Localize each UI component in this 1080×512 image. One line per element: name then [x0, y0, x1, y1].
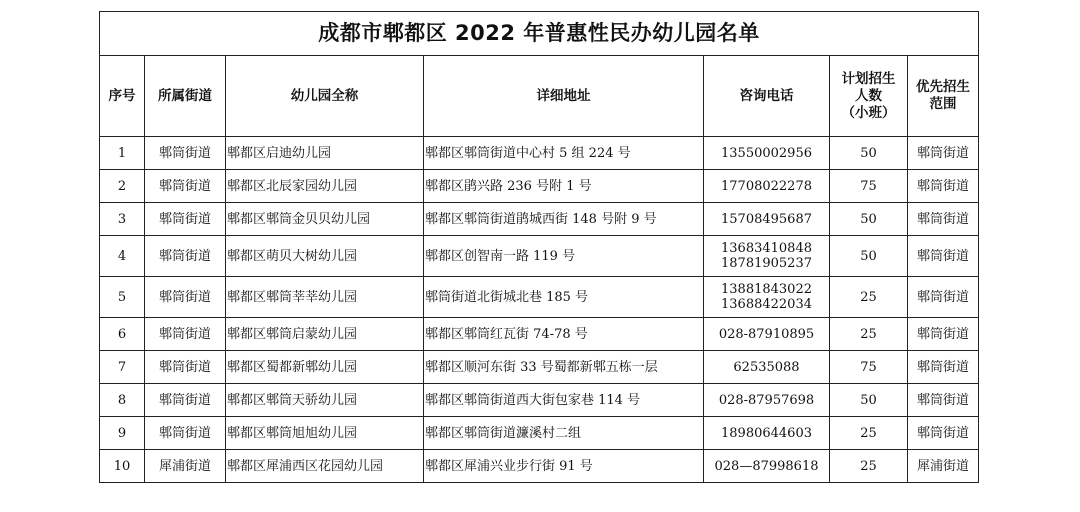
cell-priority: 郫筒街道	[908, 203, 979, 236]
cell-index: 10	[100, 450, 145, 483]
header-address: 详细地址	[424, 56, 704, 137]
cell-priority: 犀浦街道	[908, 450, 979, 483]
cell-name: 郫都区郫筒天骄幼儿园	[226, 384, 424, 417]
header-plan-line: （小班）	[841, 104, 896, 121]
cell-street: 郫筒街道	[145, 417, 226, 450]
cell-name: 郫都区郫筒旭旭幼儿园	[226, 417, 424, 450]
cell-address: 郫都区郫筒街道中心村 5 组 224 号	[424, 137, 704, 170]
cell-name: 郫都区郫筒金贝贝幼儿园	[226, 203, 424, 236]
cell-phone	[704, 351, 830, 384]
cell-plan: 75	[830, 351, 908, 384]
cell-address: 郫都区顺河东街 33 号蜀都新郫五栋一层	[424, 351, 704, 384]
cell-street: 郫筒街道	[145, 236, 226, 277]
phone-number: 18781905237	[721, 256, 812, 271]
table-row	[100, 277, 979, 318]
cell-index: 9	[100, 417, 145, 450]
header-priority-line: 优先招生	[916, 79, 970, 95]
phone-number: 13881843022	[721, 282, 812, 297]
cell-name: 郫都区蜀都新郫幼儿园	[226, 351, 424, 384]
header-name: 幼儿园全称	[226, 56, 424, 137]
table-row	[100, 203, 979, 236]
cell-street: 郫筒街道	[145, 318, 226, 351]
header-priority-line: 范围	[929, 96, 957, 112]
cell-name: 郫都区启迪幼儿园	[226, 137, 424, 170]
cell-priority: 郫筒街道	[908, 351, 979, 384]
cell-plan: 25	[830, 277, 908, 318]
cell-name: 郫都区郫筒莘莘幼儿园	[226, 277, 424, 318]
cell-index: 8	[100, 384, 145, 417]
header-priority	[908, 56, 979, 137]
cell-plan: 50	[830, 236, 908, 277]
cell-priority: 郫筒街道	[908, 417, 979, 450]
cell-plan: 50	[830, 203, 908, 236]
header-plan-line: 计划招生	[841, 70, 896, 87]
phone-number: 17708022278	[721, 178, 812, 194]
table-row	[100, 236, 979, 277]
cell-phone	[704, 170, 830, 203]
cell-phone	[704, 236, 830, 277]
cell-phone	[704, 318, 830, 351]
cell-phone	[704, 277, 830, 318]
header-index: 序号	[100, 56, 145, 137]
cell-name: 郫都区郫筒启蒙幼儿园	[226, 318, 424, 351]
cell-phone	[704, 417, 830, 450]
cell-index: 4	[100, 236, 145, 277]
cell-street: 郫筒街道	[145, 203, 226, 236]
cell-street: 郫筒街道	[145, 351, 226, 384]
phone-number: 18980644603	[721, 425, 812, 441]
cell-address: 郫都区郫筒街道西大街包家巷 114 号	[424, 384, 704, 417]
cell-street: 郫筒街道	[145, 277, 226, 318]
cell-address: 郫都区郫筒街道鹃城西街 148 号附 9 号	[424, 203, 704, 236]
cell-plan: 75	[830, 170, 908, 203]
phone-number: 028-87957698	[718, 392, 815, 408]
header-street: 所属街道	[145, 56, 226, 137]
table-row	[100, 351, 979, 384]
phone-number: 028—87998618	[714, 458, 819, 474]
cell-phone	[704, 450, 830, 483]
phone-number: 62535088	[733, 359, 800, 375]
cell-priority: 郫筒街道	[908, 384, 979, 417]
table-row	[100, 318, 979, 351]
cell-priority: 郫筒街道	[908, 170, 979, 203]
cell-address: 郫都区郫筒红瓦街 74-78 号	[424, 318, 704, 351]
cell-plan: 25	[830, 318, 908, 351]
cell-priority: 郫筒街道	[908, 137, 979, 170]
table-row	[100, 170, 979, 203]
cell-name: 郫都区萌贝大树幼儿园	[226, 236, 424, 277]
cell-index: 1	[100, 137, 145, 170]
header-plan-line: 人数	[855, 87, 882, 104]
cell-phone	[704, 137, 830, 170]
cell-plan: 25	[830, 450, 908, 483]
cell-plan: 25	[830, 417, 908, 450]
cell-index: 7	[100, 351, 145, 384]
phone-number: 028-87910895	[718, 326, 815, 342]
cell-phone	[704, 384, 830, 417]
cell-index: 6	[100, 318, 145, 351]
document-title: 成都市郫都区 2022 年普惠性民办幼儿园名单	[100, 12, 979, 56]
header-plan	[830, 56, 908, 137]
cell-plan: 50	[830, 137, 908, 170]
cell-name: 郫都区北辰家园幼儿园	[226, 170, 424, 203]
cell-address: 郫都区鹃兴路 236 号附 1 号	[424, 170, 704, 203]
phone-number: 13550002956	[721, 145, 812, 161]
cell-index: 5	[100, 277, 145, 318]
phone-number: 15708495687	[721, 211, 812, 227]
table-row	[100, 384, 979, 417]
kindergarten-list-table	[99, 11, 979, 483]
cell-street: 郫筒街道	[145, 137, 226, 170]
table-row	[100, 417, 979, 450]
cell-address: 郫都区创智南一路 119 号	[424, 236, 704, 277]
cell-plan: 50	[830, 384, 908, 417]
phone-number: 13683410848	[721, 241, 812, 256]
cell-priority: 郫筒街道	[908, 277, 979, 318]
cell-street: 郫筒街道	[145, 384, 226, 417]
table-row	[100, 450, 979, 483]
cell-phone	[704, 203, 830, 236]
cell-address: 郫都区郫筒街道濂溪村二组	[424, 417, 704, 450]
cell-index: 2	[100, 170, 145, 203]
cell-street: 郫筒街道	[145, 170, 226, 203]
cell-address: 郫都区犀浦兴业步行街 91 号	[424, 450, 704, 483]
cell-index: 3	[100, 203, 145, 236]
cell-address: 郫筒街道北街城北巷 185 号	[424, 277, 704, 318]
cell-priority: 郫筒街道	[908, 236, 979, 277]
cell-name: 郫都区犀浦西区花园幼儿园	[226, 450, 424, 483]
phone-number: 13688422034	[721, 297, 812, 312]
table-row	[100, 137, 979, 170]
header-phone: 咨询电话	[704, 56, 830, 137]
cell-street: 犀浦街道	[145, 450, 226, 483]
cell-priority: 郫筒街道	[908, 318, 979, 351]
